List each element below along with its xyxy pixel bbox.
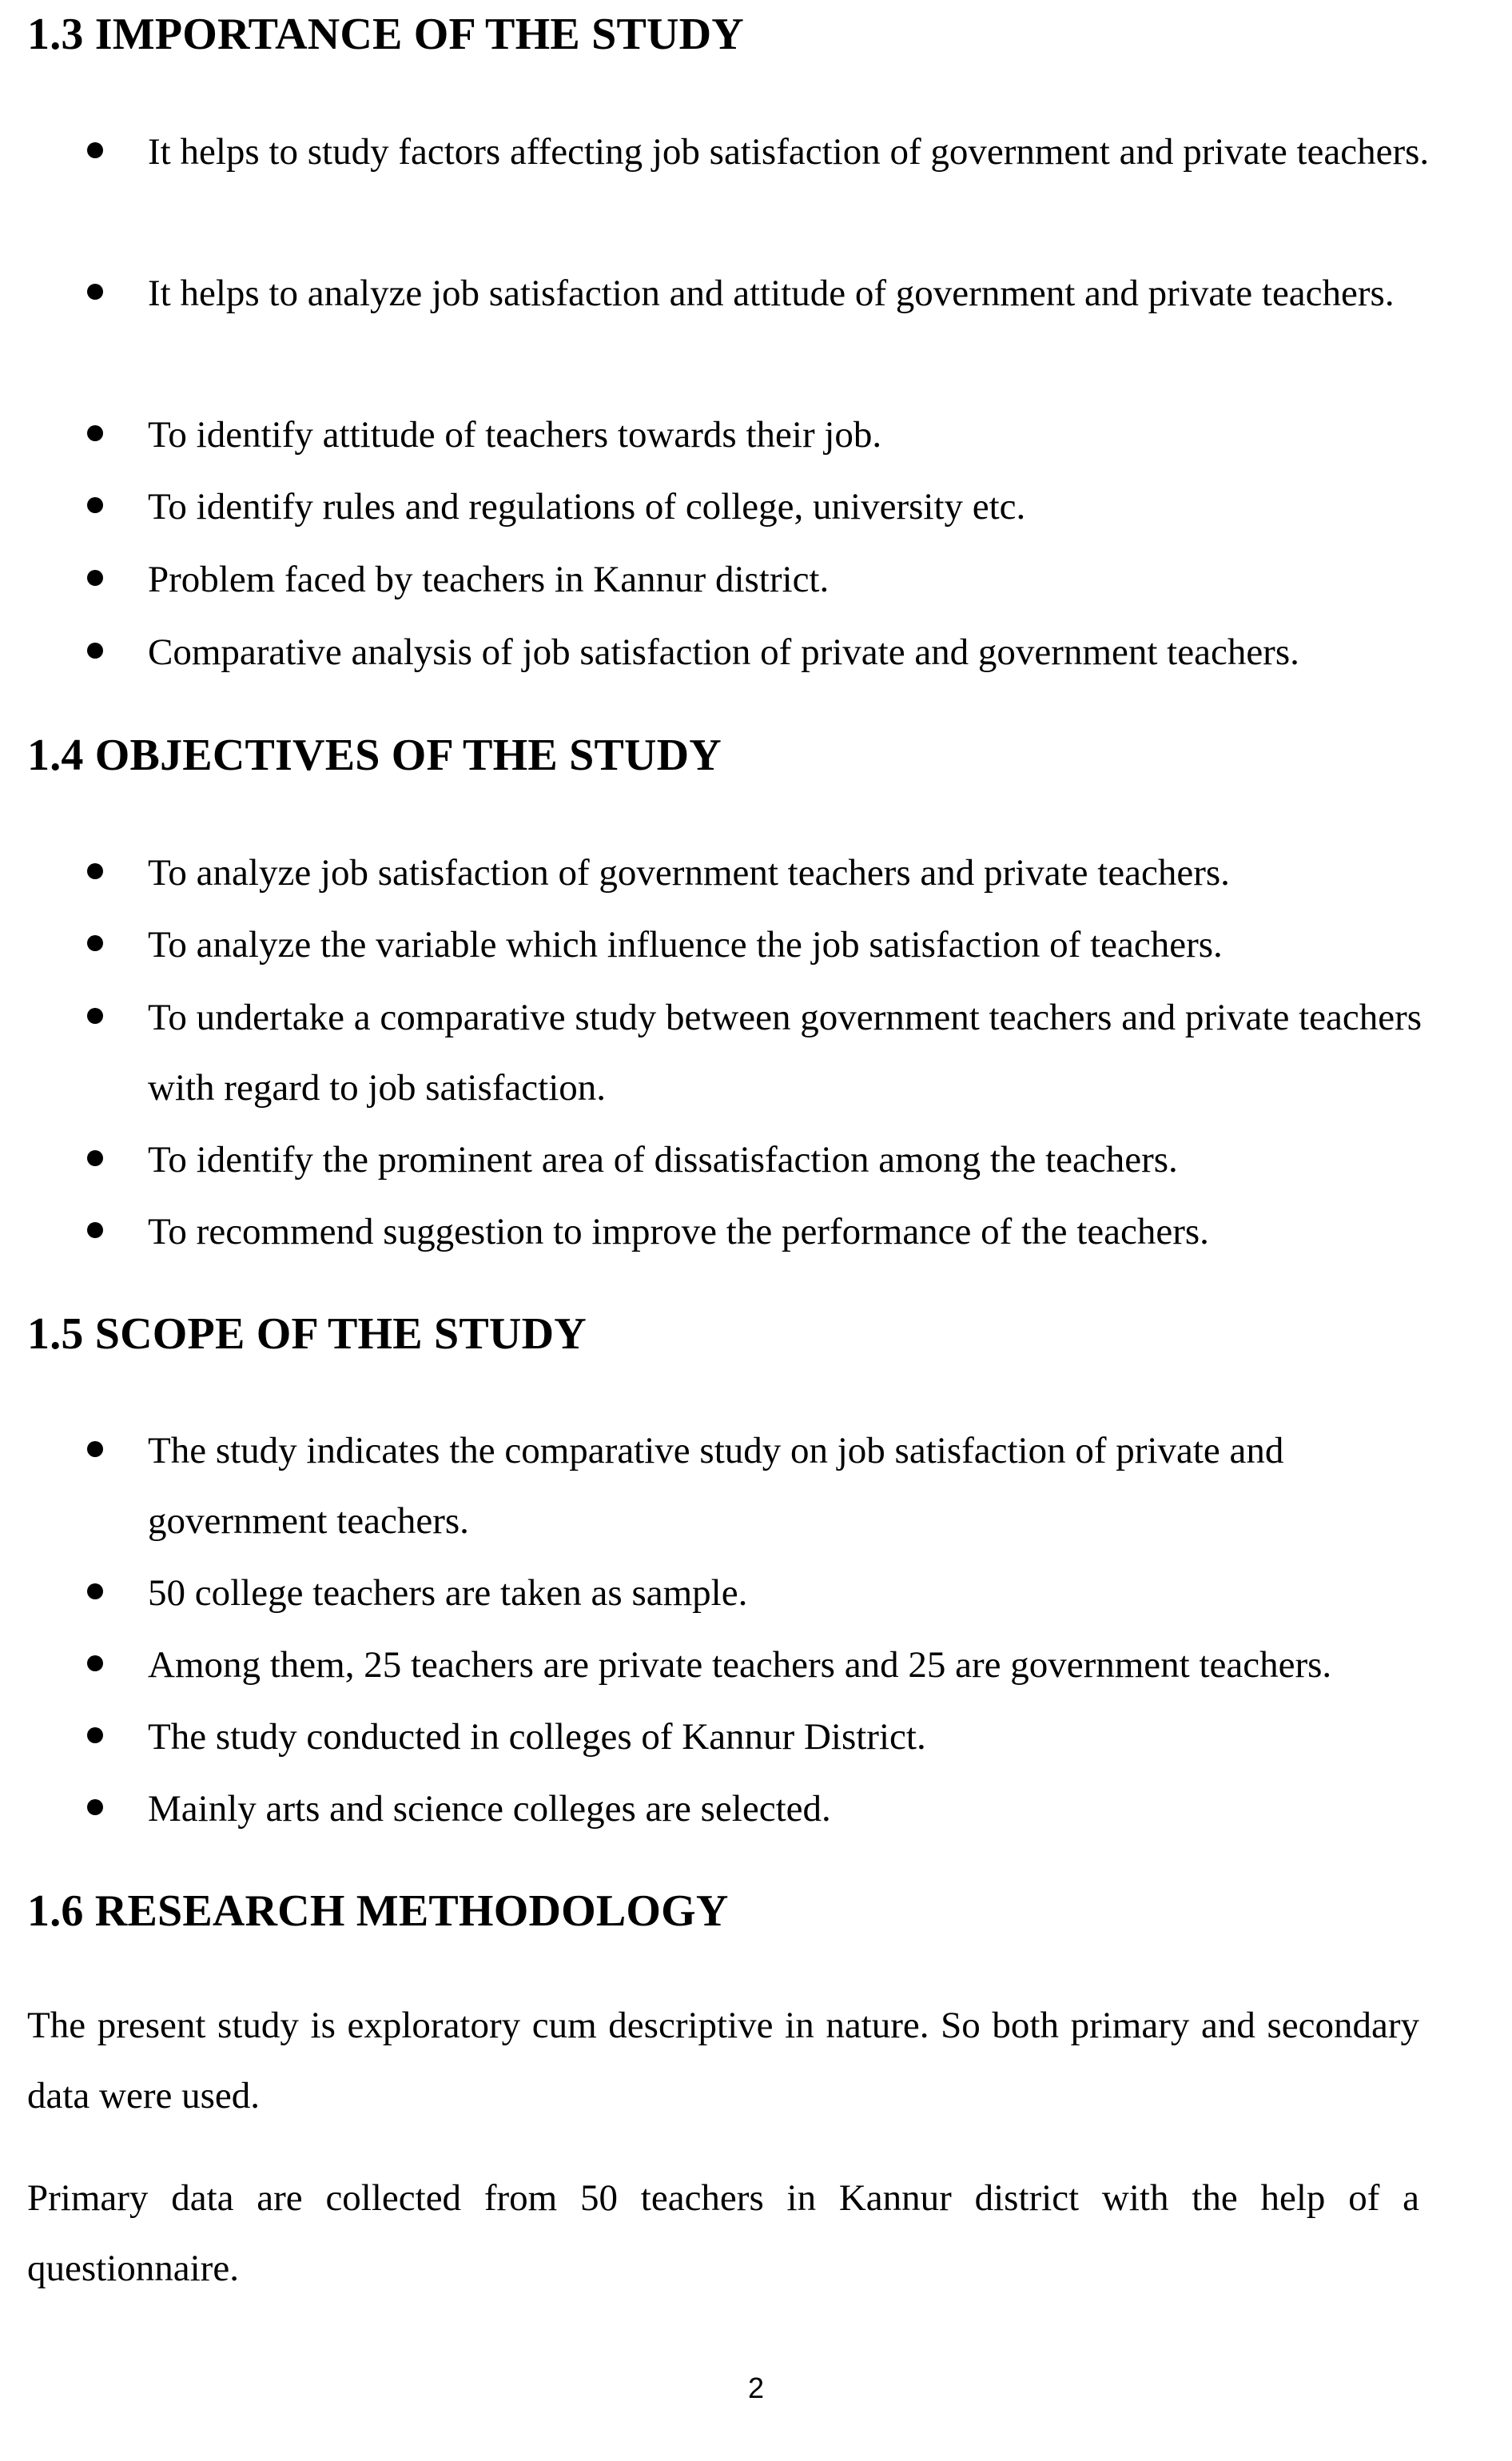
- section-heading-methodology: 1.6 RESEARCH METHODOLOGY: [27, 1886, 729, 1936]
- page-number: 2: [747, 2371, 765, 2404]
- bullet-icon: [87, 1441, 103, 1457]
- bullet-icon: [87, 497, 103, 513]
- list-item-text: The study indicates the comparative study on job satisfaction of private and government teachers.: [148, 1430, 1284, 1542]
- bullet-icon: [87, 1655, 103, 1671]
- bullet-icon: [87, 935, 103, 951]
- bullet-icon: [87, 1150, 103, 1166]
- list-item-text: Mainly arts and science colleges are selected.: [148, 1788, 831, 1830]
- list-item-text: To analyze the variable which influence the job satisfaction of teachers.: [148, 924, 1223, 966]
- bullet-icon: [87, 1799, 103, 1815]
- section-heading-scope: 1.5 SCOPE OF THE STUDY: [27, 1309, 587, 1359]
- list-item-text: To identify rules and regulations of college, university etc.: [148, 486, 1026, 528]
- list-item-text: It helps to study factors affecting job satisfaction of government and private teachers.: [148, 131, 1430, 173]
- bullet-icon: [87, 1008, 103, 1024]
- bullet-icon: [87, 863, 103, 879]
- list-item-text: To identify the prominent area of dissatisfaction among the teachers.: [148, 1139, 1178, 1181]
- bullet-icon: [87, 284, 103, 300]
- list-item-text: To undertake a comparative study between government teachers and private teachers with regard to job satisfaction.: [148, 997, 1422, 1109]
- section-heading-objectives: 1.4 OBJECTIVES OF THE STUDY: [27, 731, 722, 780]
- bullet-icon: [87, 1222, 103, 1238]
- list-item-text: Problem faced by teachers in Kannur district.: [148, 559, 830, 600]
- bullet-icon: [87, 425, 103, 441]
- bullet-icon: [87, 643, 103, 659]
- body-paragraph: The present study is exploratory cum descriptive in nature. So both primary and secondary data were used.: [27, 2005, 1419, 2117]
- list-item-text: It helps to analyze job satisfaction and attitude of government and private teachers.: [148, 273, 1395, 314]
- list-item-text: Among them, 25 teachers are private teachers and 25 are government teachers.: [148, 1644, 1332, 1686]
- bullet-icon: [87, 570, 103, 586]
- section-heading-importance: 1.3 IMPORTANCE OF THE STUDY: [27, 10, 744, 59]
- list-item-text: To identify attitude of teachers towards their job.: [148, 414, 882, 456]
- bullet-icon: [87, 1727, 103, 1743]
- list-item-text: Comparative analysis of job satisfaction of private and government teachers.: [148, 631, 1299, 673]
- list-item-text: To analyze job satisfaction of government teachers and private teachers.: [148, 852, 1230, 894]
- list-item-text: The study conducted in colleges of Kannur District.: [148, 1716, 926, 1758]
- bullet-icon: [87, 142, 103, 158]
- list-item-text: 50 college teachers are taken as sample.: [148, 1572, 748, 1614]
- bullet-icon: [87, 1583, 103, 1599]
- list-item-text: To recommend suggestion to improve the performance of the teachers.: [148, 1211, 1209, 1252]
- body-paragraph: Primary data are collected from 50 teachers in Kannur district with the help of a questionnaire.: [27, 2177, 1419, 2289]
